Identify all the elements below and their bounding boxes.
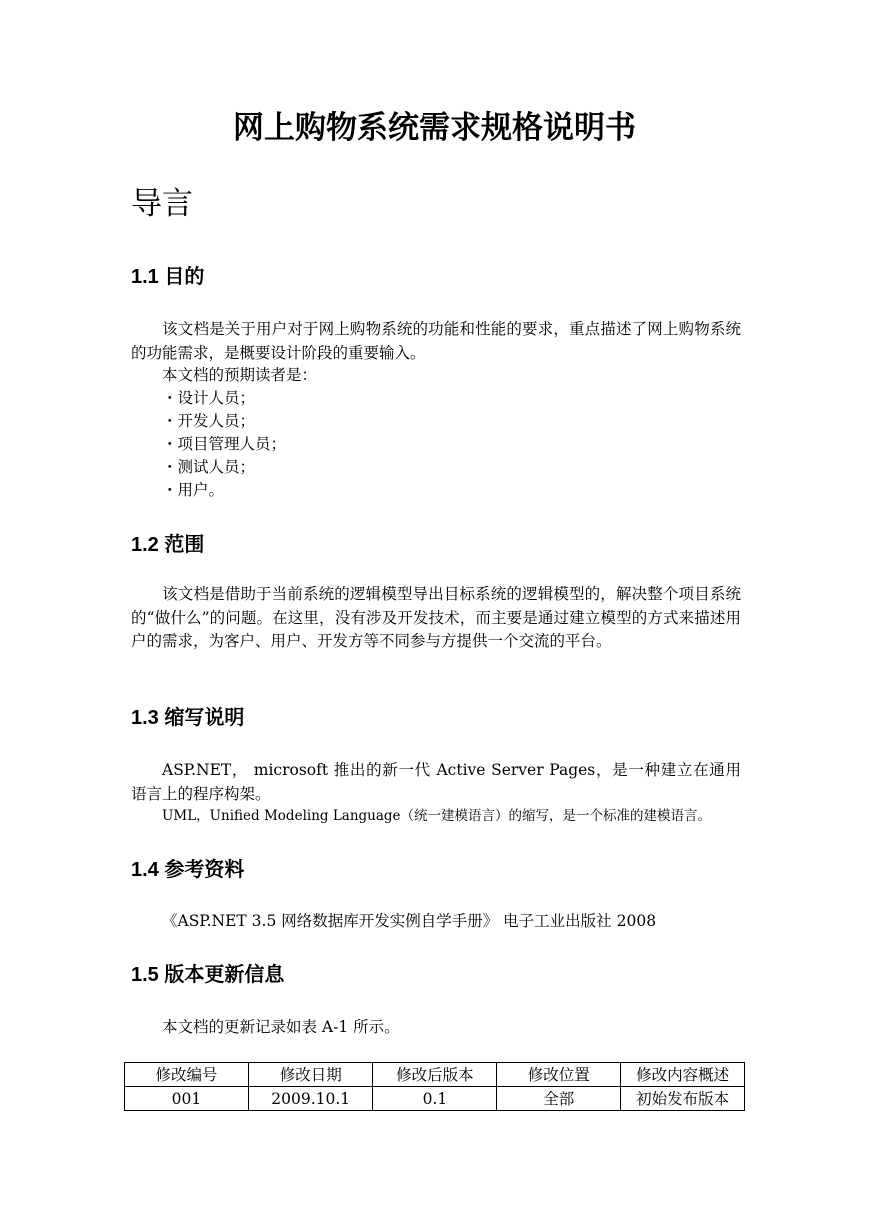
table-header-row — [125, 1063, 745, 1087]
table-cell: 全部 — [497, 1087, 621, 1111]
section-heading-abbreviations: 1.3 缩写说明 — [131, 707, 245, 729]
table-header-cell: 修改位置 — [497, 1063, 621, 1087]
reader-item: ・项目管理人员； — [162, 435, 287, 453]
table-header-cell: 修改后版本 — [373, 1063, 497, 1087]
purpose-paragraph-text: 该文档是关于用户对于网上购物系统的功能和性能的要求，重点描述了网上购物系统的功能需求，是概要设计阶段的重要输入。 — [131, 320, 741, 362]
chapter-heading: 导言 — [131, 186, 193, 222]
section-heading-scope: 1.2 范围 — [131, 534, 205, 556]
table-header-cell: 修改日期 — [248, 1063, 373, 1087]
abbreviation-aspnet — [131, 759, 741, 806]
table-cell: 001 — [125, 1087, 249, 1111]
readers-intro: 本文档的预期读者是： — [162, 366, 318, 384]
revision-intro: 本文档的更新记录如表 A-1 所示。 — [162, 1018, 400, 1036]
table-header-cell: 修改内容概述 — [621, 1063, 745, 1087]
scope-paragraph — [131, 583, 741, 654]
reader-item: ・设计人员； — [162, 389, 256, 407]
table-cell: 初始发布版本 — [621, 1087, 745, 1111]
document-title: 网上购物系统需求规格说明书 — [233, 110, 636, 146]
table-cell: 0.1 — [373, 1087, 497, 1111]
reader-item: ・开发人员； — [162, 412, 256, 430]
abbreviation-aspnet-text: ASP.NET， microsoft 推出的新一代 Active Server Pages，是一种建立在通用语言上的程序构架。 — [131, 761, 741, 803]
section-heading-references: 1.4 参考资料 — [131, 859, 245, 881]
table-cell: 2009.10.1 — [248, 1087, 373, 1111]
purpose-paragraph — [131, 318, 741, 365]
abbreviation-uml: UML，Unified Modeling Language（统一建模语言）的缩写，是一个标准的建模语言。 — [162, 808, 712, 824]
table-row — [125, 1087, 745, 1111]
section-heading-purpose: 1.1 目的 — [131, 266, 205, 288]
reference-item: 《ASP.NET 3.5 网络数据库开发实例自学手册》 电子工业出版社 2008 — [162, 912, 657, 930]
reader-item: ・测试人员； — [162, 458, 256, 476]
table-header-cell: 修改编号 — [125, 1063, 249, 1087]
revision-table — [124, 1062, 745, 1111]
section-heading-revision-info: 1.5 版本更新信息 — [131, 964, 285, 986]
scope-paragraph-text: 该文档是借助于当前系统的逻辑模型导出目标系统的逻辑模型的，解决整个项目系统的“做什么”的问题。在这里，没有涉及开发技术，而主要是通过建立模型的方式来描述用户的需求，为客户、用户、开发方等不同参与方提供一个交流的平台。 — [131, 585, 741, 650]
reader-item: ・用户。 — [162, 481, 225, 499]
